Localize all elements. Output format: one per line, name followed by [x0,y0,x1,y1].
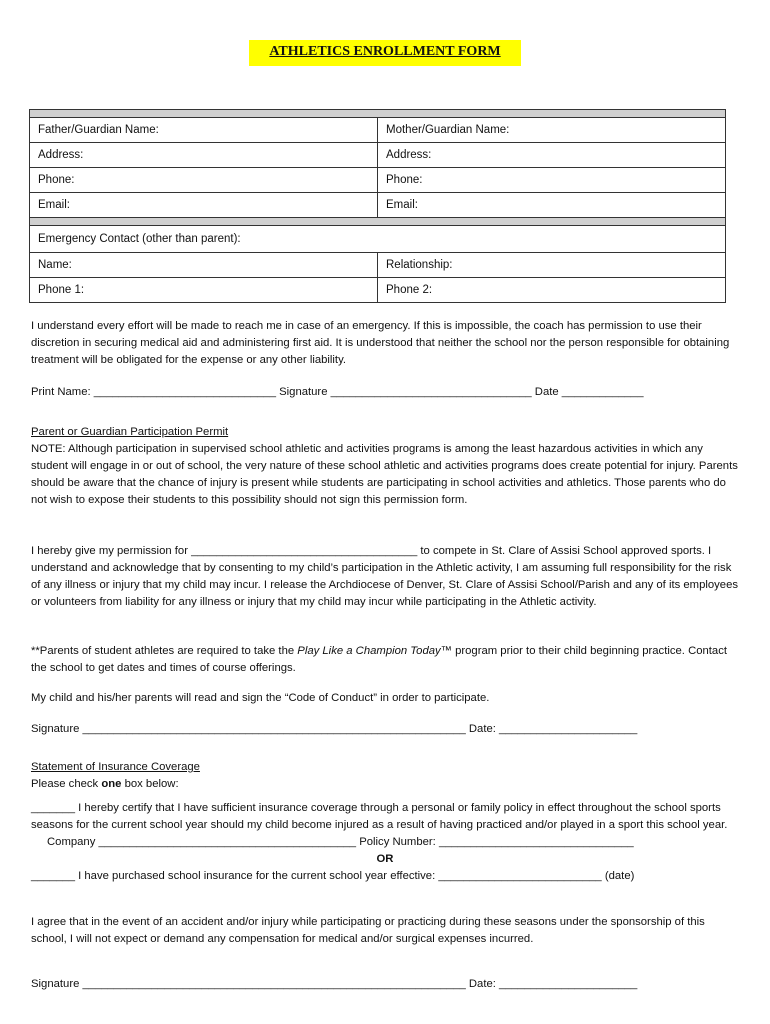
champion-block [31,643,739,677]
permit-signature-text: Signature _____________________________________________________________ Date: ______________________ [31,723,638,735]
insurance-signature-text: Signature _____________________________________________________________ Date: ______________________ [31,978,638,990]
insurance-option1[interactable] [31,800,739,885]
emergency-relationship-field[interactable]: Relationship: [378,253,726,278]
title-wrap [0,40,770,66]
permit-section [31,424,739,509]
champion-paragraph [31,643,739,677]
check-text-c: box below: [121,778,179,790]
permission-block [31,543,739,611]
mother-address-field[interactable]: Address: [378,143,726,168]
emergency-phone1-field[interactable]: Phone 1: [30,278,378,303]
insurance-option1-text: _______ I hereby certify that I have sufficient insurance coverage through a personal or family policy in effect throughout the school sports seasons for the current school year should my child become injured as a result of having practiced and/or played in a sport this school year. [31,802,728,831]
insurance-signature-line[interactable] [31,976,739,993]
champion-text-a: **Parents of student athletes are required to take the [31,645,298,657]
conduct-paragraph: My child and his/her parents will read and sign the “Code of Conduct” in order to participate. [31,692,490,704]
father-name-field[interactable]: Father/Guardian Name: [30,118,378,143]
father-address-field[interactable]: Address: [30,143,378,168]
check-text-a: Please check [31,778,102,790]
gray-bar [30,110,726,118]
mother-name-field[interactable]: Mother/Guardian Name: [378,118,726,143]
company-policy-line[interactable]: Company _________________________________________ Policy Number: _______________________________ [47,836,634,848]
emergency-text-block [31,318,739,369]
champion-text-c: ™ program prior to their child beginning practice. Contact the school to get dates and times of course offerings. [31,645,727,674]
mother-email-field[interactable]: Email: [378,193,726,218]
conduct-block [31,690,739,707]
check-text-one: one [101,778,122,790]
or-separator: OR [376,853,394,865]
print-name-text: Print Name: _____________________________ Signature ________________________________ Date _____________ [31,386,644,398]
insurance-option2-text[interactable]: _______ I have purchased school insurance for the current school year effective: __________________________ (date) [31,870,635,882]
insurance-section [31,759,739,793]
form-title: ATHLETICS ENROLLMENT FORM [249,40,521,66]
insurance-heading: Statement of Insurance Coverage [31,761,200,773]
permission-paragraph: I hereby give my permission for ____________________________________ to compete in St. Clare of Assisi School approved sports. I understand and acknowledge that by consenting to my child’s participation in the Athletic activity, I am assuming full responsibility for the risk of any illness or injury that my child may incur. I release the Archdiocese of Denver, St. Clare of Assisi School/Parish and any of its employees or volunteers from liability for any illness or injury that my child may incur while participating in the Athletic activity. [31,545,739,608]
permit-note: NOTE: Although participation in supervised school athletic and activities programs is among the least hazardous activities in which any student will engage in or out of school, the very nature of these school athletic and activities programs does create potential for injury. Parents should be aware that the chance of injury is present while students are participating in school activities and athletics. Those parents who do not wish to expose their students to this possibility should not sign this permission form. [31,443,738,506]
agree-block [31,914,739,948]
emergency-contact-header: Emergency Contact (other than parent): [30,226,726,253]
print-name-line[interactable] [31,384,739,401]
permit-heading: Parent or Guardian Participation Permit [31,426,229,438]
emergency-paragraph: I understand every effort will be made to reach me in case of an emergency. If this is impossible, the coach has permission to use their discretion in securing medical aid and administering first aid. It is understood that neither the school nor the person responsible for obtaining treatment will be obligated for the expense or any other liability. [31,320,730,366]
parent-info-table [29,109,726,303]
emergency-name-field[interactable]: Name: [30,253,378,278]
mother-phone-field[interactable]: Phone: [378,168,726,193]
insurance-check-instructions [31,776,739,793]
father-phone-field[interactable]: Phone: [30,168,378,193]
gray-bar [30,218,726,226]
emergency-phone2-field[interactable]: Phone 2: [378,278,726,303]
agree-paragraph: I agree that in the event of an accident and/or injury while participating or practicing during these seasons under the sponsorship of this school, I will not expect or demand any compensation for medical and/or surgical expenses incurred. [31,916,705,945]
champion-program-name: Play Like a Champion Today [297,645,441,657]
permit-signature-line[interactable] [31,721,739,738]
father-email-field[interactable]: Email: [30,193,378,218]
